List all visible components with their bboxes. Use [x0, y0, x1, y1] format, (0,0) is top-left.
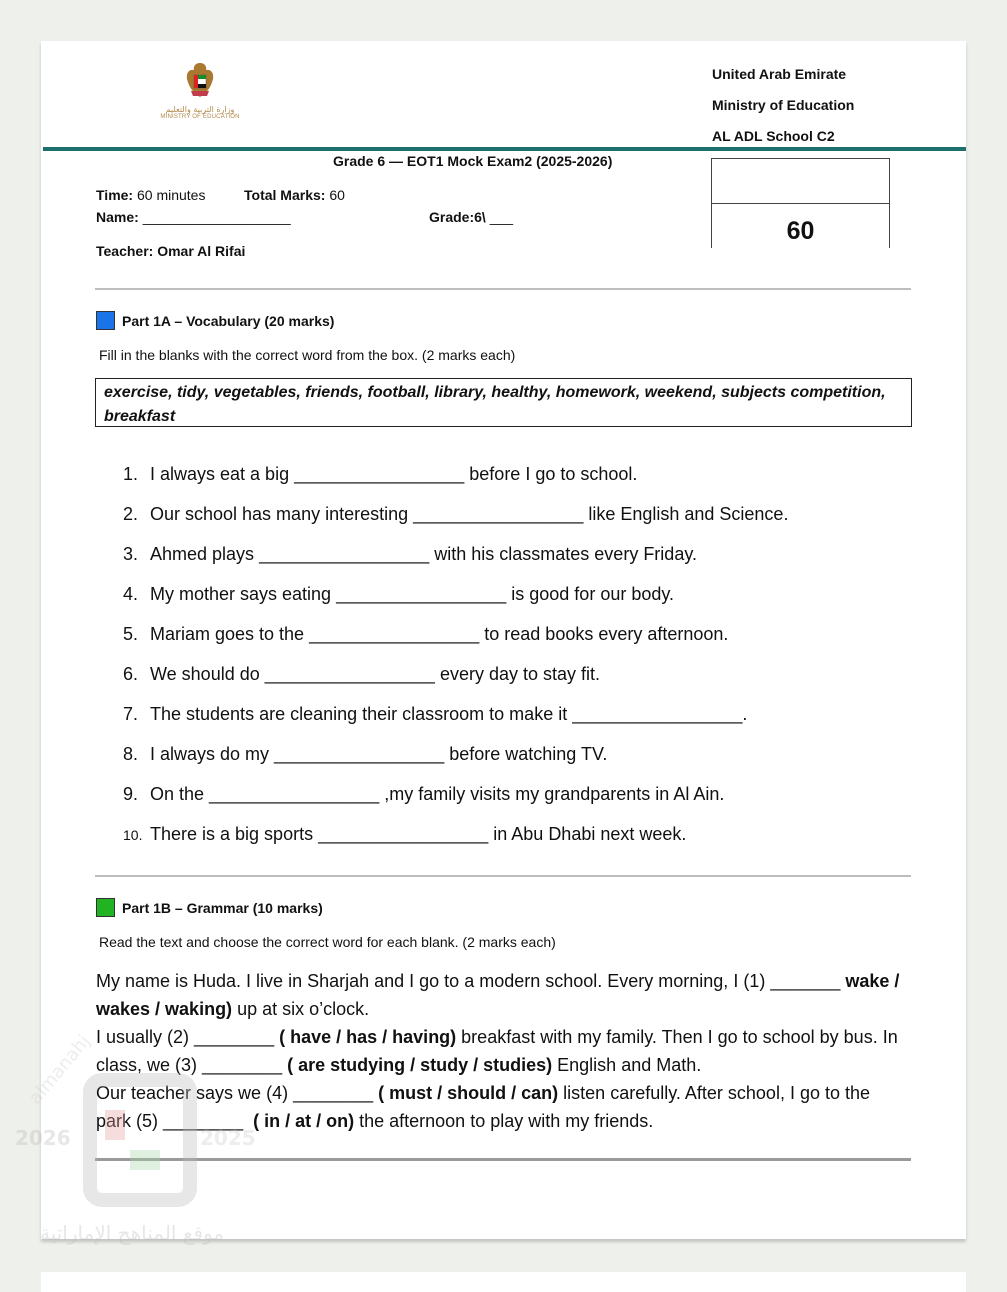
- header-divider: [43, 147, 966, 151]
- question-number: 9.: [123, 784, 139, 804]
- part-1b-title-text: Part 1B – Grammar (10 marks): [122, 899, 323, 916]
- grade-field[interactable]: [429, 209, 513, 225]
- question-number: 8.: [123, 744, 139, 764]
- paragraph-text: I usually (2) ________: [96, 1027, 280, 1047]
- question-number: 4.: [123, 584, 139, 604]
- question-text-before: I always do my: [150, 744, 275, 764]
- question-item: [123, 543, 788, 583]
- answer-blank[interactable]: _________________: [318, 824, 489, 844]
- paragraph-text: My name is Huda. I live in Sharjah and I go to a modern school. Every morning, I (1) _______: [96, 971, 846, 991]
- question-text-after: .: [742, 704, 748, 724]
- question-text-after: like English and Science.: [583, 504, 789, 524]
- score-obtained-field[interactable]: [711, 158, 890, 204]
- question-text-before: Our school has many interesting: [150, 504, 414, 524]
- question-text-before: The students are cleaning their classroom to make it: [150, 704, 573, 724]
- name-field[interactable]: [96, 209, 291, 225]
- question-text-after: before watching TV.: [444, 744, 608, 764]
- question-text-before: We should do: [150, 664, 265, 684]
- watermark-year-left: 2026: [15, 1126, 71, 1150]
- answer-blank[interactable]: _________________: [294, 464, 465, 484]
- question-number: 7.: [123, 704, 139, 724]
- question-number: 2.: [123, 504, 139, 524]
- next-page: [41, 1272, 966, 1292]
- question-number: 3.: [123, 544, 139, 564]
- grade-blank[interactable]: ___: [489, 209, 514, 225]
- question-text-before: I always eat a big: [150, 464, 295, 484]
- part-1a-instruction: Fill in the blanks with the correct word from the box. (2 marks each): [99, 347, 516, 363]
- question-item: [123, 663, 788, 703]
- total-marks-value: 60: [329, 187, 345, 203]
- section-divider: [95, 1158, 911, 1161]
- question-item: [123, 703, 788, 743]
- school-line: AL ADL School C2: [712, 128, 835, 144]
- question-text-after: in Abu Dhabi next week.: [488, 824, 687, 844]
- answer-blank[interactable]: _________________: [572, 704, 743, 724]
- logo-english-text: MINISTRY OF EDUCATION: [160, 114, 240, 120]
- watermark-latin-text: almanahj: [24, 1031, 95, 1109]
- name-label: Name:: [96, 209, 139, 225]
- part-1b-instruction: Read the text and choose the correct word for each blank. (2 marks each): [99, 934, 556, 950]
- question-text-after: every day to stay fit.: [434, 664, 601, 684]
- answer-options: ( are studying / study / studies): [287, 1055, 553, 1075]
- question-item: [123, 823, 788, 863]
- section-divider: [95, 288, 911, 290]
- total-marks-info: [244, 187, 345, 203]
- blue-square-icon: [96, 311, 115, 330]
- question-text-before: My mother says eating: [150, 584, 337, 604]
- paragraph-text: Our teacher says we (4) ________: [96, 1083, 379, 1103]
- part-1a-title: [96, 311, 334, 330]
- answer-options: ( must / should / can): [378, 1083, 559, 1103]
- answer-blank[interactable]: _________________: [336, 584, 507, 604]
- part-1a-title-text: Part 1A – Vocabulary (20 marks): [122, 312, 335, 329]
- question-number: 10.: [123, 827, 143, 843]
- question-number: 6.: [123, 664, 139, 684]
- vocabulary-questions: [123, 463, 788, 863]
- time-label: Time:: [96, 187, 134, 203]
- paragraph-text: the afternoon to play with my friends.: [354, 1111, 654, 1131]
- question-text-after: with his classmates every Friday.: [429, 544, 697, 564]
- exam-title: Grade 6 — EOT1 Mock Exam2 (2025-2026): [333, 153, 613, 169]
- ministry-logo: [145, 61, 255, 120]
- part-1b-title: [96, 898, 323, 917]
- ministry-line: Ministry of Education: [712, 97, 855, 113]
- question-number: 5.: [123, 624, 139, 644]
- question-item: [123, 623, 788, 663]
- watermark-year-right: 2025: [200, 1126, 256, 1150]
- answer-options: ( in / at / on): [253, 1111, 355, 1131]
- uae-emblem-icon: [183, 61, 217, 101]
- question-text-before: There is a big sports: [150, 824, 319, 844]
- question-number: 1.: [123, 464, 139, 484]
- answer-blank[interactable]: _________________: [274, 744, 445, 764]
- question-item: [123, 783, 788, 823]
- question-item: [123, 743, 788, 783]
- school-header: [712, 59, 854, 152]
- question-item: [123, 583, 788, 623]
- answer-blank[interactable]: _________________: [259, 544, 430, 564]
- paragraph-text: English and Math.: [552, 1055, 702, 1075]
- exam-page: [41, 41, 966, 1239]
- name-blank[interactable]: ___________________: [142, 209, 291, 225]
- teacher-name: Teacher: Omar Al Rifai: [96, 243, 246, 259]
- answer-blank[interactable]: _________________: [264, 664, 435, 684]
- green-square-icon: [96, 898, 115, 917]
- question-item: [123, 503, 788, 543]
- watermark-arabic-text: موقع المناهج الإماراتية: [40, 1221, 225, 1245]
- word-box: exercise, tidy, vegetables, friends, football, library, healthy, homework, weekend, subjects competition, breakfast: [95, 378, 912, 427]
- answer-blank[interactable]: _________________: [209, 784, 380, 804]
- answer-blank[interactable]: _________________: [413, 504, 584, 524]
- answer-options: wake / wakes / waking): [96, 971, 905, 1019]
- answer-options: ( have / has / having): [279, 1027, 457, 1047]
- question-text-before: Mariam goes to the: [150, 624, 310, 644]
- time-info: [96, 187, 205, 203]
- total-marks-label: Total Marks:: [244, 187, 326, 203]
- question-text-before: On the: [150, 784, 210, 804]
- question-text-after: is good for our body.: [506, 584, 675, 604]
- section-divider: [95, 875, 911, 877]
- question-text-after: to read books every afternoon.: [479, 624, 729, 644]
- score-box: [711, 158, 890, 248]
- question-item: [123, 463, 788, 503]
- paragraph-text: up at six o’clock.: [232, 999, 370, 1019]
- time-value: 60 minutes: [136, 187, 206, 203]
- question-text-before: Ahmed plays: [150, 544, 260, 564]
- answer-blank[interactable]: _________________: [309, 624, 480, 644]
- score-total: 60: [711, 204, 890, 248]
- grammar-paragraph: [96, 967, 906, 1135]
- paragraph-text: listen carefully. After school, I go to the park (5) ________: [96, 1083, 876, 1131]
- logo-arabic-text: وزارة التربية والتعليم: [165, 105, 235, 114]
- paragraph-text: breakfast with my family. Then I go to school by bus. In class, we (3) ________: [96, 1027, 903, 1075]
- country-line: United Arab Emirate: [712, 66, 847, 82]
- question-text-after: ,my family visits my grandparents in Al Ain.: [379, 784, 725, 804]
- question-text-after: before I go to school.: [464, 464, 638, 484]
- grade-label: Grade:6\: [429, 209, 486, 225]
